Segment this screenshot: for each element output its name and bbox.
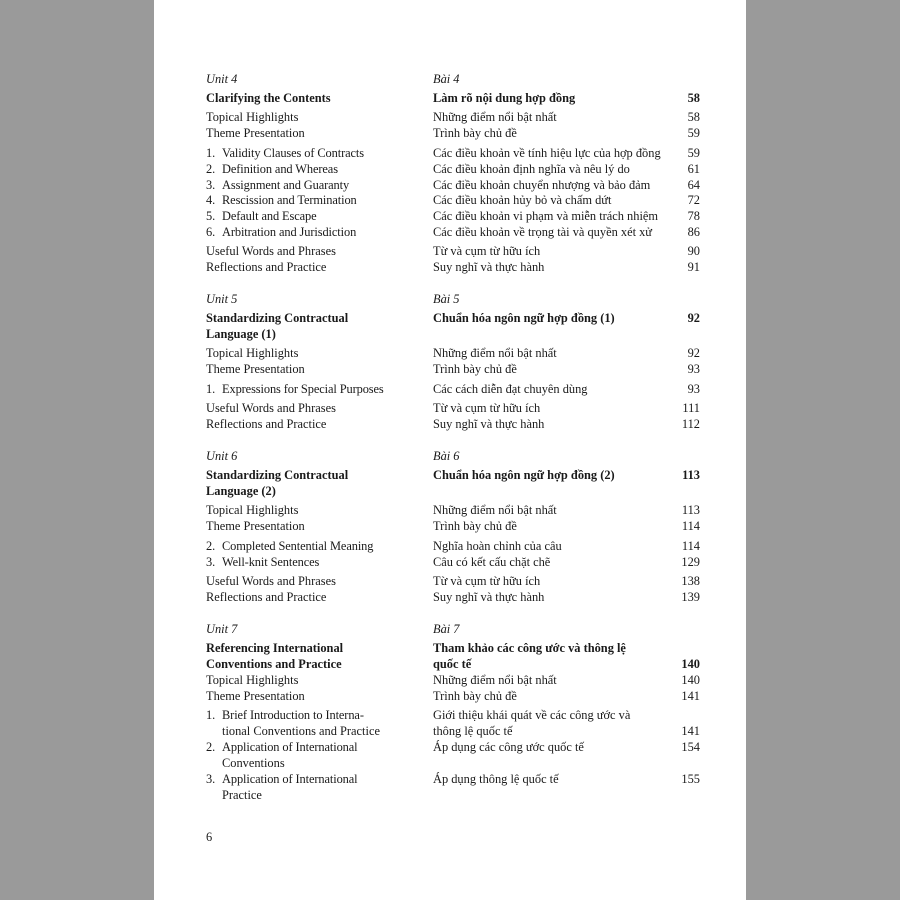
toc-english-text: [206, 110, 298, 126]
toc-vietnamese-label: Suy nghĩ và thực hành: [433, 417, 545, 431]
toc-english-text: [206, 193, 357, 209]
toc-vietnamese-label: Giới thiệu khái quát về các công ước và: [433, 708, 631, 722]
toc-english-label: Standardizing Contractual: [206, 311, 349, 325]
toc-page-number: 58: [687, 110, 700, 124]
toc-english-text: [206, 225, 356, 241]
toc-english-text: [206, 311, 348, 327]
toc-vietnamese-label: Bài 5: [433, 292, 460, 306]
toc-vietnamese-label: Áp dụng thông lệ quốc tế: [433, 772, 559, 786]
toc-english-text: [206, 126, 305, 142]
toc-vietnamese-label: Những điểm nổi bật nhất: [433, 503, 557, 517]
toc-english-label: Assignment and Guaranty: [222, 178, 350, 192]
toc-english-label: Useful Words and Phrases: [206, 574, 336, 588]
toc-item-number: 1.: [206, 708, 216, 722]
toc-english-label: Unit 6: [206, 449, 238, 463]
toc-english-text: [206, 484, 276, 500]
toc-english-label: Referencing International: [206, 641, 344, 655]
toc-english-label: Rescission and Termination: [222, 193, 357, 207]
toc-vietnamese-label: Các cách diễn đạt chuyên dùng: [433, 382, 588, 396]
toc-english-label: Well-knit Sentences: [222, 555, 320, 569]
toc-vietnamese-label: quốc tế: [433, 657, 472, 671]
toc-item-number: 5.: [206, 209, 216, 223]
toc-english-text: [206, 382, 384, 398]
toc-page-number: 141: [681, 689, 700, 703]
toc-english-text: [206, 327, 276, 343]
toc-english-label: Useful Words and Phrases: [206, 244, 336, 258]
toc-english-text: [206, 555, 319, 571]
toc-english-text: [206, 756, 285, 772]
toc-english-label: Topical Highlights: [206, 503, 299, 517]
toc-vietnamese-label: Từ và cụm từ hữu ích: [433, 401, 541, 415]
toc-item-number: 3.: [206, 178, 216, 192]
toc-vietnamese-label: Suy nghĩ và thực hành: [433, 590, 545, 604]
toc-page-number: 86: [687, 225, 700, 239]
toc-page-number: 59: [687, 146, 700, 160]
toc-page-number: 154: [681, 740, 700, 754]
toc-english-label: tional Conventions and Practice: [222, 724, 380, 738]
toc-page-number: 61: [687, 162, 700, 176]
toc-item-number: 2.: [206, 162, 216, 176]
toc-vietnamese-label: Trình bày chủ đề: [433, 689, 517, 703]
toc-item-number: 3.: [206, 772, 216, 786]
toc-item-number: 2.: [206, 740, 216, 754]
toc-vietnamese-label: Từ và cụm từ hữu ích: [433, 244, 541, 258]
toc-page-number: 58: [687, 91, 700, 105]
toc-english-text: [206, 574, 336, 590]
toc-english-label: Useful Words and Phrases: [206, 401, 336, 415]
toc-item-number: 1.: [206, 146, 216, 160]
toc-english-text: [206, 346, 298, 362]
toc-english-text: [206, 146, 364, 162]
toc-english-label: Theme Presentation: [206, 689, 305, 703]
toc-english-label: Conventions: [222, 756, 285, 770]
toc-page-number: 155: [681, 772, 700, 786]
toc-english-label: Application of International: [222, 740, 358, 754]
toc-english-label: Standardizing Contractual: [206, 468, 349, 482]
toc-english-text: [206, 708, 364, 724]
toc-vietnamese-label: Bài 6: [433, 449, 460, 463]
toc-vietnamese-label: Bài 4: [433, 72, 460, 86]
toc-english-label: Reflections and Practice: [206, 260, 327, 274]
toc-vietnamese-label: Từ và cụm từ hữu ích: [433, 574, 541, 588]
toc-english-text: [206, 740, 358, 756]
toc-vietnamese-label: Làm rõ nội dung hợp đồng: [433, 91, 576, 105]
toc-page-number: 113: [682, 468, 700, 482]
toc-item-number: 4.: [206, 193, 216, 207]
toc-page-number: 92: [687, 311, 700, 325]
toc-vietnamese-label: Áp dụng các công ước quốc tế: [433, 740, 584, 754]
toc-english-text: [206, 209, 317, 225]
toc-page-number: 140: [681, 657, 700, 671]
toc-vietnamese-label: Các điều khoản định nghĩa và nêu lý do: [433, 162, 630, 176]
toc-vietnamese-label: Tham khảo các công ước và thông lệ: [433, 641, 626, 655]
toc-vietnamese-label: Những điểm nổi bật nhất: [433, 110, 557, 124]
toc-english-label: Conventions and Practice: [206, 657, 342, 671]
toc-vietnamese-label: Những điểm nổi bật nhất: [433, 346, 557, 360]
toc-english-text: [206, 72, 237, 88]
toc-english-label: Expressions for Special Purposes: [222, 382, 384, 396]
toc-english-text: [206, 689, 305, 705]
toc-english-text: [206, 673, 298, 689]
toc-page-number: 112: [681, 417, 700, 431]
toc-english-text: [206, 788, 262, 804]
toc-english-text: [206, 178, 349, 194]
toc-vietnamese-label: Các điều khoản hủy bỏ và chấm dứt: [433, 193, 612, 207]
toc-page-number: 59: [687, 126, 700, 140]
toc-english-label: Unit 4: [206, 72, 238, 86]
toc-vietnamese-label: Trình bày chủ đề: [433, 519, 517, 533]
toc-english-text: [206, 724, 380, 740]
toc-english-label: Clarifying the Contents: [206, 91, 331, 105]
toc-vietnamese-label: Các điều khoản chuyển nhượng và bảo đảm: [433, 178, 651, 192]
toc-english-label: Topical Highlights: [206, 110, 299, 124]
toc-item-number: 6.: [206, 225, 216, 239]
toc-page-number: 90: [687, 244, 700, 258]
toc-page-number: 111: [682, 401, 700, 415]
toc-english-text: [206, 468, 348, 484]
toc-page-number: 64: [687, 178, 700, 192]
toc-vietnamese-label: Chuẩn hóa ngôn ngữ hợp đồng (1): [433, 311, 615, 325]
toc-english-text: [206, 590, 326, 606]
toc-english-text: [206, 657, 342, 673]
toc-english-text: [206, 772, 358, 788]
toc-vietnamese-label: Trình bày chủ đề: [433, 362, 517, 376]
toc-english-label: Theme Presentation: [206, 362, 305, 376]
toc-vietnamese-label: Bài 7: [433, 622, 460, 636]
toc-english-label: Application of International: [222, 772, 358, 786]
toc-page-number: 138: [681, 574, 700, 588]
toc-page-number: 91: [687, 260, 700, 274]
toc-english-label: Language (1): [206, 327, 276, 341]
toc-page-number: 139: [681, 590, 700, 604]
toc-page-number: 141: [681, 724, 700, 738]
toc-vietnamese-label: Suy nghĩ và thực hành: [433, 260, 545, 274]
toc-english-label: Unit 7: [206, 622, 238, 636]
toc-vietnamese-label: thông lệ quốc tế: [433, 724, 513, 738]
toc-english-text: [206, 292, 237, 308]
toc-english-text: [206, 244, 336, 260]
toc-vietnamese-label: Chuẩn hóa ngôn ngữ hợp đồng (2): [433, 468, 615, 482]
toc-english-label: Practice: [222, 788, 262, 802]
toc-english-label: Brief Introduction to Interna-: [222, 708, 364, 722]
toc-page-number: 140: [681, 673, 700, 687]
toc-english-text: [206, 641, 343, 657]
toc-english-label: Topical Highlights: [206, 673, 299, 687]
toc-page-number: 113: [681, 503, 700, 517]
toc-english-label: Default and Escape: [222, 209, 317, 223]
toc-english-label: Topical Highlights: [206, 346, 299, 360]
toc-english-label: Completed Sentential Meaning: [222, 539, 374, 553]
toc-page-number: 92: [687, 346, 700, 360]
toc-vietnamese-label: Các điều khoản vi phạm và miễn trách nhiệm: [433, 209, 659, 223]
toc-english-label: Validity Clauses of Contracts: [222, 146, 364, 160]
toc-english-label: Theme Presentation: [206, 126, 305, 140]
toc-english-text: [206, 362, 305, 378]
toc-vietnamese-label: Câu có kết cấu chặt chẽ: [433, 555, 551, 569]
toc-english-label: Unit 5: [206, 292, 238, 306]
toc-english-text: [206, 503, 298, 519]
toc-item-number: 1.: [206, 382, 216, 396]
toc-page-number: 72: [687, 193, 700, 207]
toc-english-text: [206, 519, 305, 535]
toc-vietnamese-label: Trình bày chủ đề: [433, 126, 517, 140]
toc-page-number: 93: [687, 362, 700, 376]
toc-english-label: Reflections and Practice: [206, 417, 327, 431]
toc-english-label: Reflections and Practice: [206, 590, 327, 604]
toc-page-number: 78: [687, 209, 700, 223]
toc-english-label: Definition and Whereas: [222, 162, 338, 176]
toc-english-text: [206, 622, 237, 638]
toc-page-number: 93: [687, 382, 700, 396]
toc-english-label: Arbitration and Jurisdiction: [222, 225, 357, 239]
document-page: [154, 0, 746, 900]
toc-page-number: 114: [681, 539, 700, 553]
toc-english-label: Language (2): [206, 484, 276, 498]
toc-item-number: 3.: [206, 555, 216, 569]
toc-english-text: [206, 162, 338, 178]
toc-page-number: 114: [681, 519, 700, 533]
toc-vietnamese-label: Các điều khoản về tính hiệu lực của hợp đồng: [433, 146, 661, 160]
toc-english-text: [206, 539, 373, 555]
toc-english-text: [206, 260, 326, 276]
toc-vietnamese-label: Những điểm nổi bật nhất: [433, 673, 557, 687]
toc-english-label: Theme Presentation: [206, 519, 305, 533]
toc-page-number: 129: [681, 555, 700, 569]
toc-vietnamese-label: Các điều khoản về trọng tài và quyền xét xử: [433, 225, 653, 239]
toc-vietnamese-label: Nghĩa hoàn chỉnh của câu: [433, 539, 562, 553]
toc-item-number: 2.: [206, 539, 216, 553]
toc-english-text: [206, 401, 336, 417]
toc-english-text: [206, 449, 237, 465]
toc-english-text: [206, 91, 331, 107]
toc-english-text: [206, 417, 326, 433]
page-number: 6: [206, 830, 213, 844]
